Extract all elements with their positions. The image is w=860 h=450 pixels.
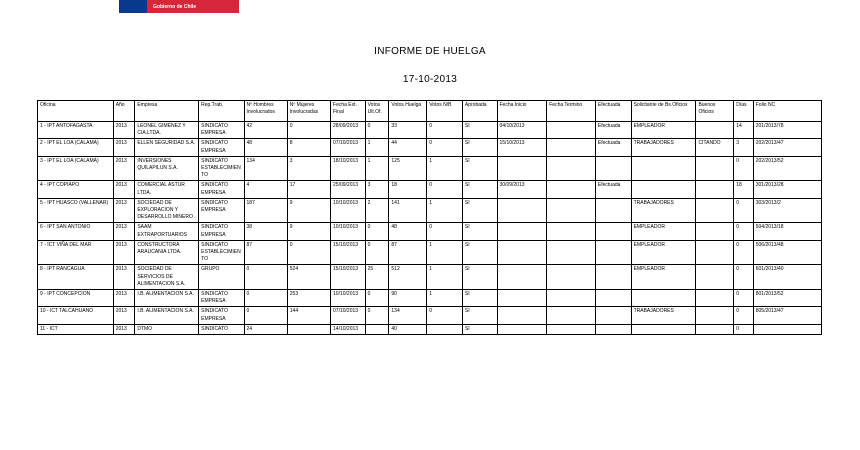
table-cell: COMERCIAL ASTUR LTDA.	[135, 181, 199, 198]
table-cell: 25	[365, 265, 389, 290]
table-cell: 18/10/2013	[331, 156, 366, 181]
table-cell: 0	[427, 307, 463, 324]
table-header-row	[38, 101, 822, 122]
table-cell: 0	[734, 307, 753, 324]
table-cell: 0	[244, 290, 287, 307]
table-cell	[547, 307, 596, 324]
table-cell	[547, 122, 596, 139]
table-cell: 1 - IPT ANTOFAGASTA	[38, 122, 114, 139]
column-header: Folio NC	[753, 101, 821, 122]
table-cell: SINDICATO	[199, 324, 244, 334]
column-header: Nº Mujeres Involucradas	[287, 101, 330, 122]
table-cell: 301/2013/28	[753, 181, 821, 198]
table-cell: SI	[462, 156, 497, 181]
table-cell: 125	[389, 156, 427, 181]
column-header: Fecha Ext. Final	[331, 101, 366, 122]
table-row	[38, 307, 822, 324]
table-cell: 87	[244, 240, 287, 265]
table-cell: 42	[244, 122, 287, 139]
table-cell: 0	[734, 156, 753, 181]
table-cell	[547, 223, 596, 240]
table-cell	[547, 198, 596, 223]
table-cell: 253	[287, 290, 330, 307]
table-cell: 8 - IPT RANCAGUA	[38, 265, 114, 290]
table-cell: 2013	[113, 307, 135, 324]
table-cell	[497, 324, 547, 334]
table-cell: 202/2013/52	[753, 156, 821, 181]
table-cell	[497, 223, 547, 240]
table-row	[38, 139, 822, 156]
table-cell: 1	[427, 290, 463, 307]
table-cell: 2013	[113, 240, 135, 265]
table-cell: 0	[427, 122, 463, 139]
table-cell: 0	[365, 290, 389, 307]
table-cell: SI	[462, 240, 497, 265]
column-header: Solicitante de Bs.Oficios	[631, 101, 696, 122]
table-cell: 48	[244, 139, 287, 156]
table-cell: 2013	[113, 265, 135, 290]
table-cell: 2013	[113, 181, 135, 198]
table-cell: 0	[287, 240, 330, 265]
table-cell: SI	[462, 265, 497, 290]
table-cell: 524	[287, 265, 330, 290]
table-cell: 24	[244, 324, 287, 334]
table-cell: SINDICATO EMPRESA	[199, 122, 244, 139]
table-cell: 8	[287, 139, 330, 156]
table-cell	[696, 265, 734, 290]
table-cell: SINDICATO EMPRESA	[199, 181, 244, 198]
column-header: Votos Ult.Of.	[365, 101, 389, 122]
column-header: Votos Huelga	[389, 101, 427, 122]
table-cell	[631, 156, 696, 181]
table-cell: 4	[244, 181, 287, 198]
table-cell: 134	[389, 307, 427, 324]
table-row	[38, 240, 822, 265]
table-cell: 90	[389, 290, 427, 307]
table-cell: EMPLEADOR	[631, 265, 696, 290]
table-cell: 9	[287, 223, 330, 240]
table-cell	[696, 198, 734, 223]
table-cell: 506/2013/48	[753, 240, 821, 265]
table-cell	[497, 156, 547, 181]
table-cell: 3	[734, 139, 753, 156]
table-cell	[696, 122, 734, 139]
table-cell: 0	[244, 265, 287, 290]
table-cell	[595, 223, 631, 240]
table-row	[38, 265, 822, 290]
table-cell: 601/2013/40	[753, 265, 821, 290]
table-cell	[365, 324, 389, 334]
column-header: Buenos Oficios	[696, 101, 734, 122]
table-cell: 1	[427, 198, 463, 223]
table-cell: SAAM EXTRAPORTUARIOS	[135, 223, 199, 240]
table-cell	[547, 324, 596, 334]
table-cell: SI	[462, 324, 497, 334]
table-cell	[547, 156, 596, 181]
table-row	[38, 223, 822, 240]
table-cell	[287, 324, 330, 334]
table-cell: 48	[389, 223, 427, 240]
table-cell	[547, 265, 596, 290]
table-cell: 2 - IPT EL LOA (CALAMA)	[38, 139, 114, 156]
table-cell: SINDICATO ESTABLECIMIENTO	[199, 156, 244, 181]
table-cell: 0	[734, 223, 753, 240]
column-header: Fecha Termino	[547, 101, 596, 122]
table-cell: 15/10/2013	[497, 139, 547, 156]
table-cell: Efectuada	[595, 181, 631, 198]
table-cell: I.B. ALIMENTACION S.A.	[135, 307, 199, 324]
table-cell: 0	[427, 139, 463, 156]
table-cell: 2013	[113, 324, 135, 334]
column-header: Año	[113, 101, 135, 122]
table-cell	[696, 240, 734, 265]
table-cell: 0	[427, 223, 463, 240]
table-cell: 134	[244, 156, 287, 181]
table-cell: 0	[365, 307, 389, 324]
column-header: Oficina	[38, 101, 114, 122]
table-cell: DTMO	[135, 324, 199, 334]
table-cell: 303/2013/2	[753, 198, 821, 223]
table-cell	[631, 181, 696, 198]
table-cell: SINDICATO EMPRESA	[199, 198, 244, 223]
table-cell: SI	[462, 122, 497, 139]
table-cell: Efectuada	[595, 139, 631, 156]
table-cell: 0	[734, 324, 753, 334]
table-cell	[595, 265, 631, 290]
table-cell: 0	[244, 307, 287, 324]
table-cell: 0	[734, 265, 753, 290]
table-cell: 2013	[113, 122, 135, 139]
table-cell	[631, 290, 696, 307]
table-cell: 10/10/2013	[331, 290, 366, 307]
table-cell	[595, 290, 631, 307]
table-cell: 0	[734, 198, 753, 223]
column-header: Votos N/B	[427, 101, 463, 122]
table-cell: 7 - ICT VIÑA DEL MAR	[38, 240, 114, 265]
logo-blue-block	[119, 0, 147, 13]
government-logo	[119, 0, 239, 13]
table-cell	[547, 139, 596, 156]
table-cell: SINDICATO EMPRESA	[199, 290, 244, 307]
table-cell: 38	[244, 223, 287, 240]
table-cell: 0	[734, 290, 753, 307]
table-cell: LEONEL GIMENEZ Y CIA.LTDA.	[135, 122, 199, 139]
report-date: 17-10-2013	[402, 74, 458, 85]
table-cell: 28/09/2013	[331, 122, 366, 139]
table-row	[38, 198, 822, 223]
table-cell: TRABAJADORES	[631, 198, 696, 223]
column-header: Rep.Trab.	[199, 101, 244, 122]
table-cell: CONSTRUCTORA ARAUCANIA LTDA.	[135, 240, 199, 265]
table-cell	[547, 290, 596, 307]
table-cell: 15/10/2013	[331, 265, 366, 290]
table-cell: 10/10/2013	[331, 223, 366, 240]
table-cell: 15/10/2013	[331, 240, 366, 265]
table-cell: INVERSIONES QUILAPILUN S.A.	[135, 156, 199, 181]
table-row	[38, 156, 822, 181]
table-cell: 18	[734, 181, 753, 198]
table-cell: 141	[389, 198, 427, 223]
table-cell: 1	[427, 265, 463, 290]
logo-text: Gobierno de Chile	[147, 0, 239, 13]
table-cell: 0	[365, 223, 389, 240]
table-cell	[497, 198, 547, 223]
table-cell: 07/10/2013	[331, 307, 366, 324]
table-cell	[753, 324, 821, 334]
table-cell: 1	[365, 139, 389, 156]
table-cell: SOCIEDAD DE EXPLORACION Y DESARROLLO MINERO .	[135, 198, 199, 223]
table-cell: 0	[365, 122, 389, 139]
table-cell: 4 - IPT COPIAPO	[38, 181, 114, 198]
table-cell: 504/2013/18	[753, 223, 821, 240]
column-header: Nº Hombres Involucrados	[244, 101, 287, 122]
table-cell: SINDICATO EMPRESA	[199, 223, 244, 240]
table-cell: CITANDO	[696, 139, 734, 156]
table-cell: 07/10/2013	[331, 139, 366, 156]
table-cell	[595, 198, 631, 223]
table-cell: 2013	[113, 223, 135, 240]
table-cell: 3	[287, 156, 330, 181]
table-cell	[547, 240, 596, 265]
table-cell: 9	[287, 198, 330, 223]
table-cell: SI	[462, 290, 497, 307]
table-cell: 1	[365, 156, 389, 181]
table-cell	[595, 240, 631, 265]
table-cell: 25/09/2013	[331, 181, 366, 198]
table-cell	[696, 324, 734, 334]
table-cell: 1	[427, 240, 463, 265]
table-cell: 2013	[113, 290, 135, 307]
table-cell: 201/2013/78	[753, 122, 821, 139]
table-cell: 2013	[113, 156, 135, 181]
table-cell: 2	[365, 198, 389, 223]
table-cell: 17	[287, 181, 330, 198]
table-cell: 0	[365, 240, 389, 265]
column-header: Aprobada	[462, 101, 497, 122]
table-cell: 6 - IPT SAN ANTONIO	[38, 223, 114, 240]
table-cell: 10 - ICT TALCAHUANO	[38, 307, 114, 324]
table-cell: SOCIEDAD DE SERVICIOS DE ALIMENTACION S.A.	[135, 265, 199, 290]
table-cell: I.B. ALIMENTACION S.A.	[135, 290, 199, 307]
table-cell: 1	[427, 156, 463, 181]
table-cell: 202/2013/47	[753, 139, 821, 156]
table-row	[38, 181, 822, 198]
table-cell: EMPLEADOR	[631, 240, 696, 265]
table-row	[38, 290, 822, 307]
table-cell: 805/2013/47	[753, 307, 821, 324]
table-cell	[497, 307, 547, 324]
table-cell: EMPLEADOR	[631, 223, 696, 240]
column-header: Fecha Inicio	[497, 101, 547, 122]
table-cell: 11 - ICT	[38, 324, 114, 334]
table-row	[38, 324, 822, 334]
table-cell: 44	[389, 139, 427, 156]
table-cell	[595, 324, 631, 334]
table-cell: 40	[389, 324, 427, 334]
table-cell: 2013	[113, 139, 135, 156]
table-cell: SI	[462, 181, 497, 198]
table-cell: 87	[389, 240, 427, 265]
table-cell: TRABAJADORES	[631, 139, 696, 156]
table-cell	[497, 240, 547, 265]
table-cell: TRABAJADORES	[631, 307, 696, 324]
table-cell: SI	[462, 223, 497, 240]
table-cell	[696, 307, 734, 324]
table-cell: 10/10/2013	[331, 198, 366, 223]
table-cell	[631, 324, 696, 334]
table-cell: 512	[389, 265, 427, 290]
column-header: Días	[734, 101, 753, 122]
column-header: Empresa	[135, 101, 199, 122]
strike-report-table	[37, 100, 822, 335]
table-cell: GRUPO	[199, 265, 244, 290]
column-header: Efectuada	[595, 101, 631, 122]
table-cell	[696, 181, 734, 198]
table-cell: 3	[365, 181, 389, 198]
table-cell: 0	[427, 181, 463, 198]
table-cell: 30/09/2013	[497, 181, 547, 198]
table-cell	[696, 156, 734, 181]
table-cell: SI	[462, 307, 497, 324]
table-cell: SI	[462, 139, 497, 156]
table-cell: 5 - IPT HUASCO (VALLENAR)	[38, 198, 114, 223]
table-cell	[497, 265, 547, 290]
table-cell	[696, 223, 734, 240]
table-cell: 04/10/2013	[497, 122, 547, 139]
table-cell: ELLEN SEGURIDAD S.A.	[135, 139, 199, 156]
table-cell: 0	[287, 122, 330, 139]
table-cell: 144	[287, 307, 330, 324]
table-cell	[497, 290, 547, 307]
table-cell: 2013	[113, 198, 135, 223]
table-cell: 187	[244, 198, 287, 223]
report-title: INFORME DE HUELGA	[374, 46, 486, 57]
table-cell: 33	[389, 122, 427, 139]
table-cell: SINDICATO ESTABLECIMIENTO	[199, 240, 244, 265]
table-cell: 3 - IPT EL LOA (CALAMA)	[38, 156, 114, 181]
table-cell: SINDICATO EMPRESA	[199, 139, 244, 156]
table-cell: 801/2013/52	[753, 290, 821, 307]
table-cell	[595, 156, 631, 181]
table-cell: 0	[734, 240, 753, 265]
table-cell: SI	[462, 198, 497, 223]
table-cell: 14/10/2013	[331, 324, 366, 334]
table-cell: EMPLEADOR	[631, 122, 696, 139]
table-cell: 14	[734, 122, 753, 139]
table-row	[38, 122, 822, 139]
table-cell	[427, 324, 463, 334]
table-cell: 18	[389, 181, 427, 198]
table-cell: SINDICATO EMPRESA	[199, 307, 244, 324]
table-cell	[547, 181, 596, 198]
table-cell: 9 - IPT CONCEPCION	[38, 290, 114, 307]
table-cell	[696, 290, 734, 307]
table-cell: Efectuada	[595, 122, 631, 139]
table-cell	[595, 307, 631, 324]
